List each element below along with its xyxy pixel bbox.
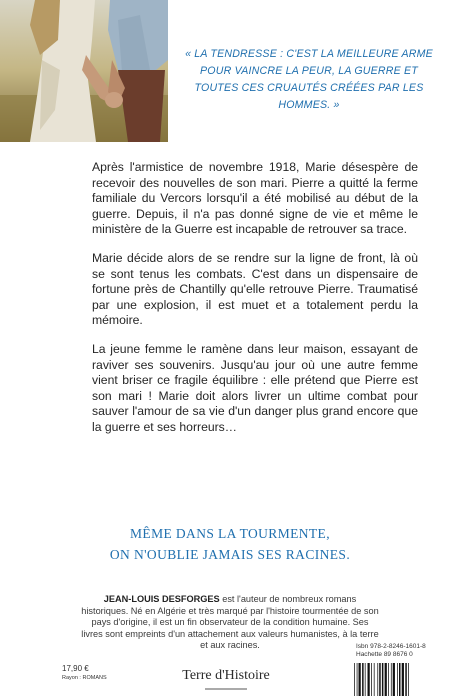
author-bio-text: est l'auteur de nombreux romans historiques. Né en Algérie et très marqué par l'histoire tourmentée de son pays d'origine, il est un fin observateur de la condition humaine. Ses livres sont empreints d'un attachement aux valeurs humanistes, à la terre et aux racines. [81, 594, 379, 651]
publisher-underline [205, 688, 247, 690]
tagline-line-2: ON N'OUBLIE JAMAIS SES RACINES. [109, 547, 351, 562]
isbn: Isbn 978-2-8246-1601-8 [356, 643, 426, 650]
blurb-paragraph: La jeune femme le ramène dans leur maison, essayant de raviver ses souvenirs. Jusqu'au jour où une autre femme vient briser ce fragile équilibre : elle prétend que Pierre est son mari ! Marie doit alors livrer un ultime combat pour sauver l'amour de sa vie d'un danger plus grand encore que la guerre et ses horreurs… [92, 341, 418, 434]
blurb-paragraph: Marie décide alors de se rendre sur la ligne de front, là où se sont tenus les combats. C'est dans un dispensaire de fortune près de Chantilly qu'elle retrouve Pierre. Traumatisé par une explosion, il est muet et a totalement perdu la mémoire. [92, 250, 418, 328]
cover-photo [0, 0, 168, 142]
author-name: JEAN-LOUIS DESFORGES [103, 594, 220, 604]
author-bio [80, 594, 380, 652]
isbn-block [356, 643, 442, 659]
price: 17,90 € [62, 664, 89, 673]
hachette-code: Hachette 89 8676 0 [356, 651, 413, 658]
price-block [62, 664, 107, 683]
publisher-logo: Terre d'Histoire [182, 668, 270, 683]
blurb-paragraph: Après l'armistice de novembre 1918, Marie désespère de recevoir des nouvelles de son mari. Pierre a quitté la ferme familiale du Vercors lorsqu'il a été mobilisé au début de la guerre. Depuis, il n'a pas donné signe de vie et même le ministère de la Guerre est incapable de retrouver sa trace. [92, 160, 418, 237]
tagline-line-1: MÊME DANS LA TOURMENTE, [130, 526, 330, 541]
couple-holding-hands-image [0, 0, 168, 142]
blurb [92, 160, 418, 449]
barcode [352, 663, 438, 696]
rayon: Rayon : ROMANS [62, 675, 107, 681]
tagline [60, 523, 400, 565]
quote: « LA TENDRESSE : C'EST LA MEILLEURE ARME POUR VAINCRE LA PEUR, LA GUERRE ET TOUTES CES CRUAUTÉS CRÉÉES PAR LES HOMMES. » [185, 48, 433, 111]
